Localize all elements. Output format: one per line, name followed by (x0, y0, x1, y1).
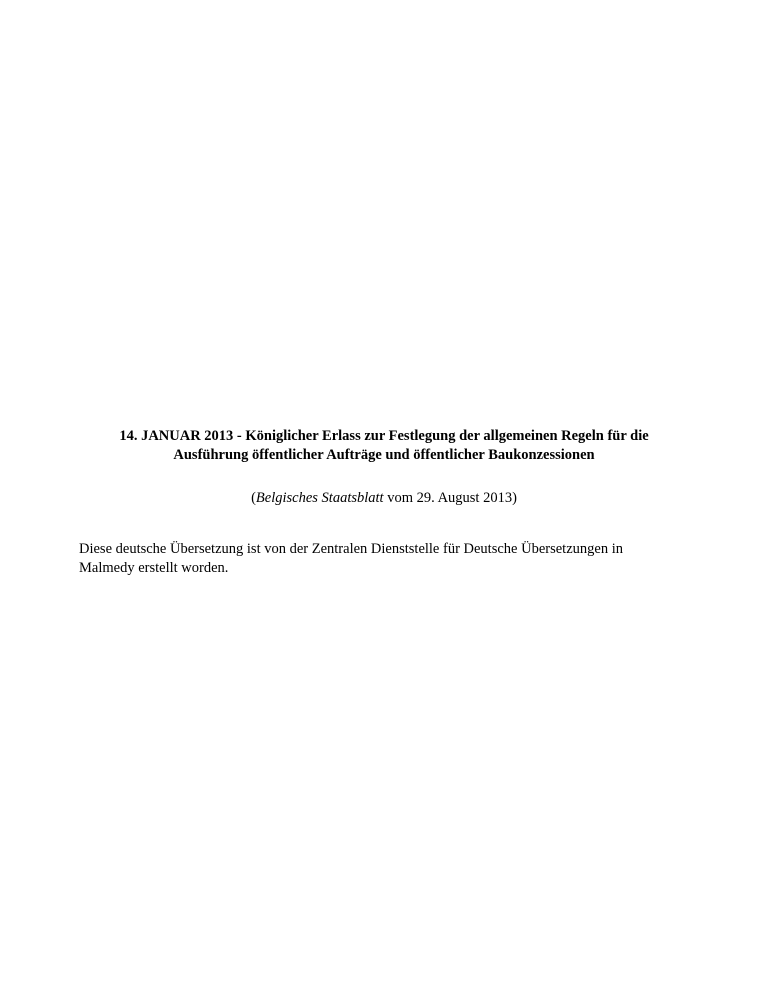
publication-source (60, 489, 708, 508)
translation-note (79, 540, 699, 578)
publication-date: vom 29. August 2013) (383, 490, 517, 506)
translation-note-line-1: Diese deutsche Übersetzung ist von der Zentralen Dienststelle für Deutsche Übersetzungen in (79, 541, 623, 557)
publication-name: Belgisches Staatsblatt (255, 490, 384, 506)
document-title-line-1: 14. JANUAR 2013 - Königlicher Erlass zur Festlegung der allgemeinen Regeln für die (119, 428, 649, 444)
document-title (60, 427, 708, 465)
document-title-line-2: Ausführung öffentlicher Aufträge und öffentlicher Baukonzessionen (173, 447, 595, 463)
source-open-paren: ( (251, 490, 256, 506)
translation-note-line-2: Malmedy erstellt worden. (79, 560, 229, 576)
